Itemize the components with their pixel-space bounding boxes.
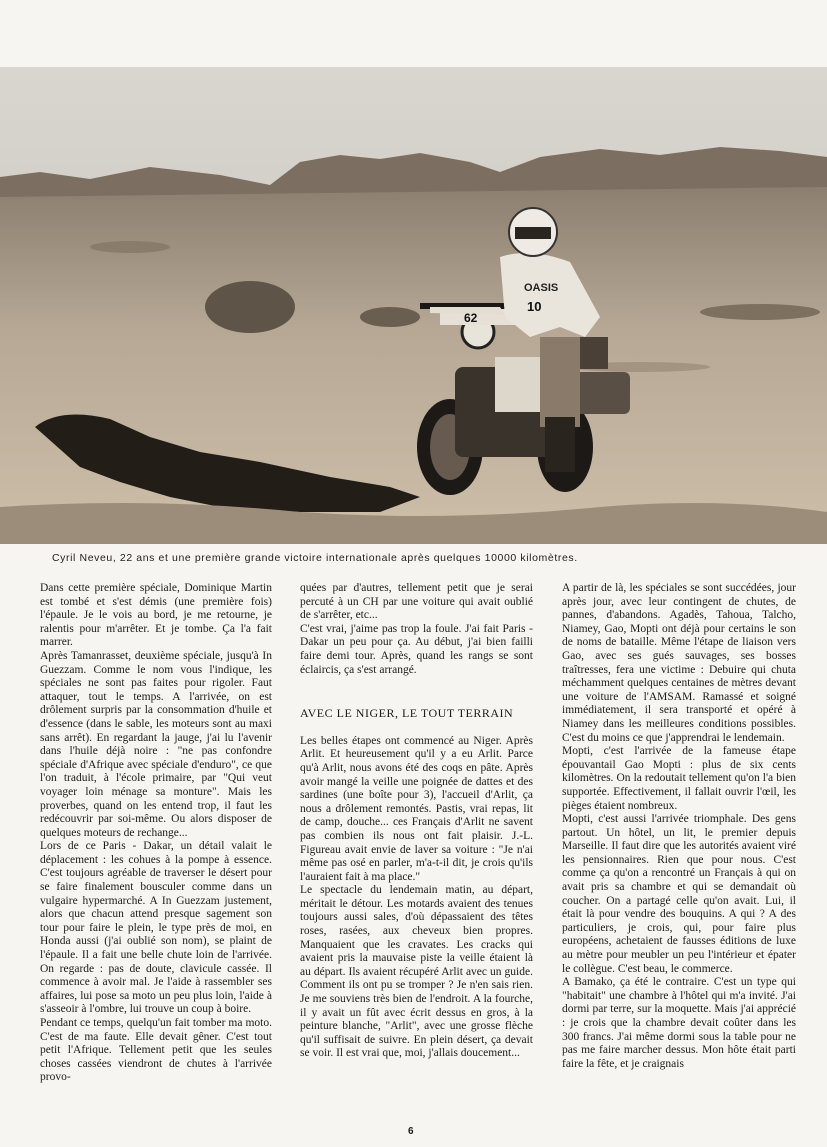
paragraph: Mopti, c'est l'arrivée de la fameuse étape épouvantail Gao Mopti : plus de six cents kilomètres. On la redoutait tellement qu'on l'a bien supportée. Effectivement, il fallait ouvrir l'œil, les pièges étaient nombreux. bbox=[562, 745, 796, 812]
paragraph: C'est vrai, j'aime pas trop la foule. J'ai fait Paris - Dakar un peu pour ça. Au début, j'ai bien failli faire demi tour. Après, quand les rangs se sont éclaircis, ça s'est arrangé. bbox=[300, 622, 533, 676]
paragraph: Pendant ce temps, quelqu'un fait tomber ma moto. C'est de ma faute. Elle devait gêner. C'est tout petit l'Afrique. Tellement petit que les seules choses cassées viendront de chutes à l'arrivée provo- bbox=[40, 1017, 272, 1084]
section-heading: AVEC LE NIGER, LE TOUT TERRAIN bbox=[300, 706, 514, 721]
paragraph: Après Tamanrasset, deuxième spéciale, jusqu'à In Guezzam. Comme le nom vous l'indique, les spéciales ne sont pas faites pour rigoler. Faut attaquer, tout le temps. A l'arrivée, on est drôlement surpris par la consommation d'huile et d'essence (dans le sable, les moteurs sont au maxi sans arrêt). En regardant la jauge, j'ai lu l'avenir dans l'huile déjà noire : "ne pas confondre spéciale d'Afrique avec spéciale d'enduro", ce que l'on traduit, à l'école primaire, par "Qui veut voyager loin ménage sa monture". Mais les proverbes, quand on les entend trop, il faut les redécouvrir par soi-même. Ou alors disposer de quelques moteurs de rechange... bbox=[40, 649, 272, 839]
desert-motorcycle-illustration bbox=[0, 67, 827, 544]
paragraph: Le spectacle du lendemain matin, au départ, méritait le détour. Les motards avaient des tenues toujours aussi sales, d'où dépassaient des têtes roses, rasées, aux cheveux bien propres. Manquaient que les cravates. Les cracks qui avaient pris la mauvaise piste la veille étaient là au départ. Ils avaient récupéré Arlit avec un guide. Comment ils ont pu se tromper ? Je n'en sais rien. Je me souviens très bien de l'endroit. A la fourche, il y avait un fût avec écrit dessus en gros, à la peinture blanche, "Arlit", avec une grosse flèche qu'il suffisait de suivre. En plein désert, ça devait se voir. Il est vrai que, moi, j'allais doucement... bbox=[300, 884, 533, 1060]
rally-photo bbox=[0, 67, 827, 544]
page-number: 6 bbox=[408, 1126, 414, 1137]
paragraph: A Bamako, ça été le contraire. C'est un type qui "habitait" une chambre à l'hôtel qui m'a invité. J'ai dormi par terre, sur la moquette. Mais j'ai apprécié : je crois que la chambre devait coûter dans les 300 francs. J'ai même dormi sous la table pour ne pas me faire marcher dessus. Mon hôte était parti faire la fête, et je craignais bbox=[562, 976, 796, 1070]
paragraph: Les belles étapes ont commencé au Niger. Après Arlit. Et heureusement qu'il y a eu Arlit. Parce qu'à Arlit, nous avons été des coqs en pâte. Après avoir mangé la veille une poignée de dattes et des sardines (une boîte pour 3), l'accueil d'Arlit, ça nous a drôlement remontés. Pastis, vrai repas, lit de camp, douche... ces Français d'Arlit ne savent pas combien ils nous ont fait plaisir. J.-L. Figureau avait envie de laver sa voiture : "Je n'ai même pas osé en parler, m'a-t-il dit, je crois qu'ils l'auraient fait à ma place." bbox=[300, 734, 533, 883]
text-column-2 bbox=[300, 582, 533, 1061]
paragraph: Lors de ce Paris - Dakar, un détail valait le déplacement : les cohues à la pompe à essence. C'est toujours agréable de traverser le désert pour se faire finalement bousculer comme dans un vulgaire hypermarché. A In Guezzam justement, alors que chacun attend presque sagement son tour pour faire le plein, le type près de moi, en Honda aussi (j'ai oublié son nom), se plaint de l'épaule. Il a fait une belle chute loin de l'arrivée. On regarde : pas de doute, clavicule cassée. Il commence à avoir mal. Je l'aide à rassembler ses affaires, lui pose sa moto un peu plus loin, l'aide à s'asseoir à l'ombre, lui trouve un coup à boire. bbox=[40, 840, 272, 1016]
fairing-number: 62 bbox=[464, 311, 478, 325]
paragraph: Dans cette première spéciale, Dominique Martin est tombé et s'est démis (une première fois) l'épaule. Je le vois au bord, je me retourne, je ralentis pour m'arrêter. Et je tombe. Ça l'a fait marrer. bbox=[40, 582, 272, 649]
paragraph: A partir de là, les spéciales se sont succédées, jour après jour, avec leur contingent de chutes, de pannes, d'abandons. Agadès, Tahoua, Talcho, Niamey, Gao, Mopti ont déjà pour certains le son de noms de bataille. Même l'étape de liaison vers Gao, avec ses gués sauvages, ses bosses traîtresses, fera une victime : Debuire qui chuta méchamment quelques centaines de mètres devant une voiture de l'AMSAM. Ramassé et soigné immédiatement, il sera transporté et opéré à Niamey dans les meilleures conditions possibles. C'est du moins ce que j'apprendrai le lendemain. bbox=[562, 582, 796, 744]
paragraph: Mopti, c'est aussi l'arrivée triomphale. Des gens partout. Un hôtel, un lit, le premier depuis Marseille. Il faut dire que les autorités avaient viré les pensionnaires. Rien que pour nous. C'est comme ça qu'on a rencontré un Français à qui on avait pris sa chambre et qui se demandait où coucher. On a partagé celle qu'on avait. Lui, il était là pour vendre des bouquins. A qui ? A des particuliers, je crois, qui, pour faire plus européens, achetaient de fausses éditions de luxe au mètre pour meubler un peu l'intérieur et épater le collègue. C'est beau, le commerce. bbox=[562, 813, 796, 975]
text-column-3 bbox=[562, 582, 796, 1071]
paragraph: quées par d'autres, tellement petit que je serai percuté à un CH par une voiture qui avait oublié de s'arrêter, etc... bbox=[300, 582, 533, 622]
rider-bib-number: 10 bbox=[527, 299, 542, 314]
photo-caption: Cyril Neveu, 22 ans et une première grande victoire internationale après quelques 10000 kilomètres. bbox=[52, 552, 578, 564]
jersey-text: OASIS bbox=[524, 282, 559, 294]
text-column-1 bbox=[40, 582, 272, 1085]
